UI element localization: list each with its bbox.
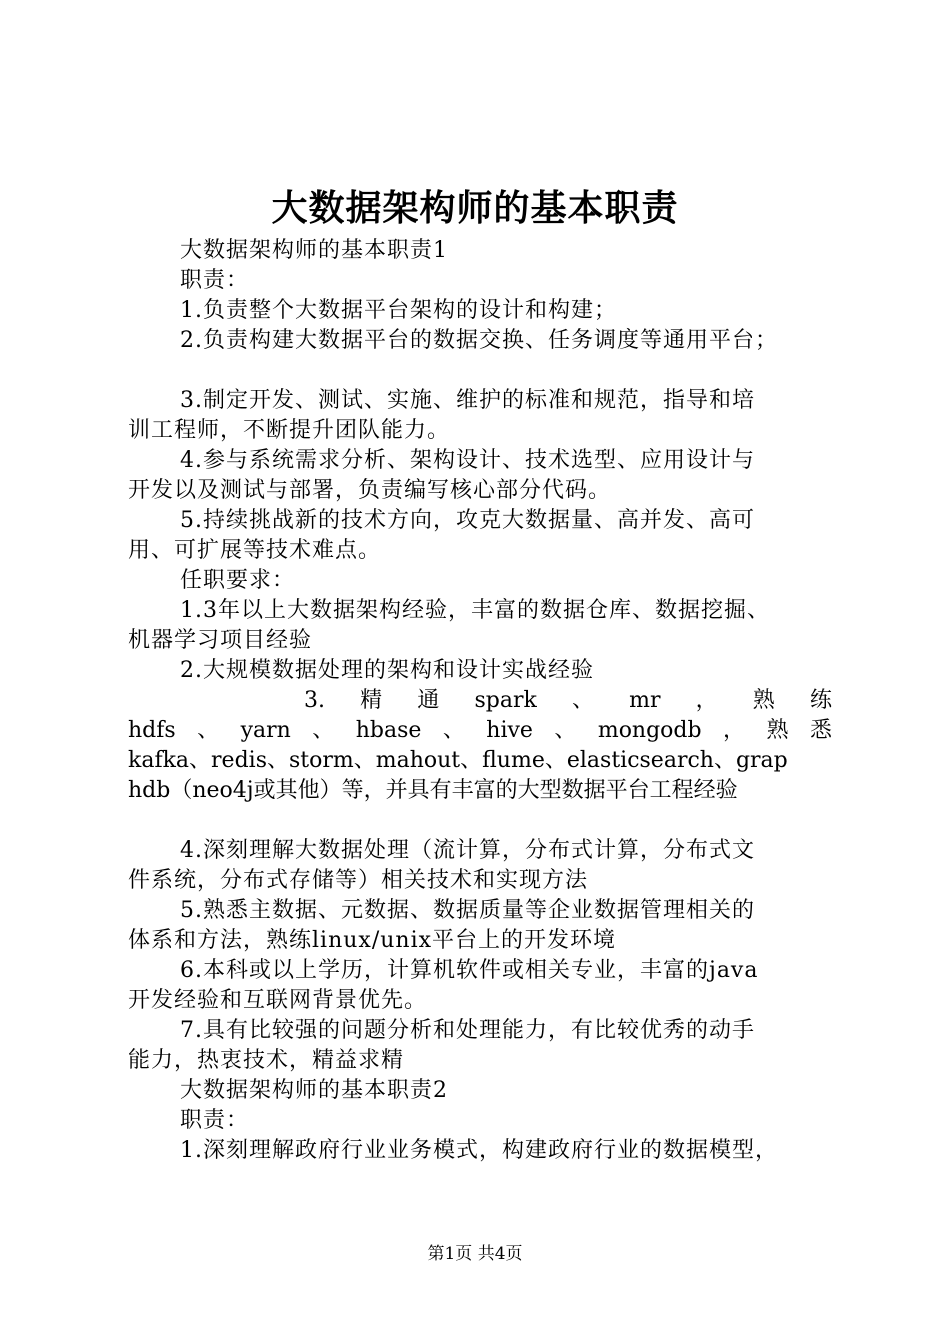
word: spark (474, 688, 537, 713)
page-footer: 第1页 共4页 (427, 1244, 523, 1264)
word: 3. (304, 688, 325, 713)
paragraph-line: kafka、redis、storm、mahout、flume、elasticsearch、grap (128, 748, 788, 773)
word: mongodb (597, 718, 702, 743)
section-heading: 大数据架构师的基本职责1 (180, 238, 448, 263)
paragraph-line: 件系统，分布式存储等）相关技术和实现方法 (128, 868, 589, 893)
word: 、 (197, 718, 220, 743)
paragraph-line: 4.参与系统需求分析、架构设计、技术选型、应用设计与 (180, 448, 755, 473)
paragraph-line: hdb（neo4j或其他）等，并具有丰富的大型数据平台工程经验 (128, 778, 738, 803)
word: 、 (571, 688, 594, 713)
word: 、 (442, 718, 465, 743)
justified-line (128, 716, 832, 746)
paragraph-line: 1.3年以上大数据架构经验，丰富的数据仓库、数据挖掘、 (180, 598, 770, 623)
paragraph-line: 体系和方法，熟练linux/unix平台上的开发环境 (128, 928, 617, 953)
paragraph-line: 2.负责构建大数据平台的数据交换、任务调度等通用平台； (180, 328, 778, 353)
paragraph-line: 4.深刻理解大数据处理（流计算，分布式计算，分布式文 (180, 838, 755, 863)
paragraph-line: 5.熟悉主数据、元数据、数据质量等企业数据管理相关的 (180, 898, 755, 923)
subsection-label: 职责： (180, 1108, 250, 1133)
paragraph-line: 1.负责整个大数据平台架构的设计和构建； (180, 298, 617, 323)
paragraph-line: 开发经验和互联网背景优先。 (128, 988, 428, 1013)
paragraph-line: 1.深刻理解政府行业业务模式，构建政府行业的数据模型， (180, 1138, 778, 1163)
word: hdfs (128, 718, 176, 743)
subsection-label: 任职要求： (180, 568, 296, 593)
word: 悉 (809, 718, 832, 743)
word: mr (629, 688, 661, 713)
paragraph-line: 机器学习项目经验 (128, 628, 313, 653)
word: hive (486, 718, 533, 743)
page-title: 大数据架构师的基本职责 (271, 187, 679, 229)
paragraph-line: 用、可扩展等技术难点。 (128, 538, 382, 563)
justified-line (128, 686, 832, 716)
word: ， (695, 688, 718, 713)
paragraph-line: 7.具有比较强的问题分析和处理能力，有比较优秀的动手 (180, 1018, 755, 1043)
paragraph-line: 2.大规模数据处理的架构和设计实战经验 (180, 658, 594, 683)
word: 、 (312, 718, 335, 743)
subsection-label: 职责： (180, 268, 250, 293)
word: 、 (554, 718, 577, 743)
word: hbase (355, 718, 422, 743)
word: 熟 (752, 688, 775, 713)
word: 熟 (766, 718, 789, 743)
paragraph-line: 5.持续挑战新的技术方向，攻克大数据量、高并发、高可 (180, 508, 755, 533)
paragraph-line: 训工程师，不断提升团队能力。 (128, 418, 451, 443)
word: 练 (809, 688, 832, 713)
document-body (128, 236, 832, 1166)
paragraph-line: 6.本科或以上学历，计算机软件或相关专业，丰富的java (180, 958, 759, 983)
word: ， (723, 718, 746, 743)
section-heading: 大数据架构师的基本职责2 (180, 1078, 448, 1103)
word: yarn (240, 718, 291, 743)
paragraph-line: 能力，热衷技术，精益求精 (128, 1048, 405, 1073)
paragraph-line: 3.制定开发、测试、实施、维护的标准和规范，指导和培 (180, 388, 755, 413)
blank-line (128, 356, 832, 386)
paragraph-line: 开发以及测试与部署，负责编写核心部分代码。 (128, 478, 612, 503)
blank-line (128, 806, 832, 836)
word: 通 (417, 688, 440, 713)
word: 精 (360, 688, 383, 713)
